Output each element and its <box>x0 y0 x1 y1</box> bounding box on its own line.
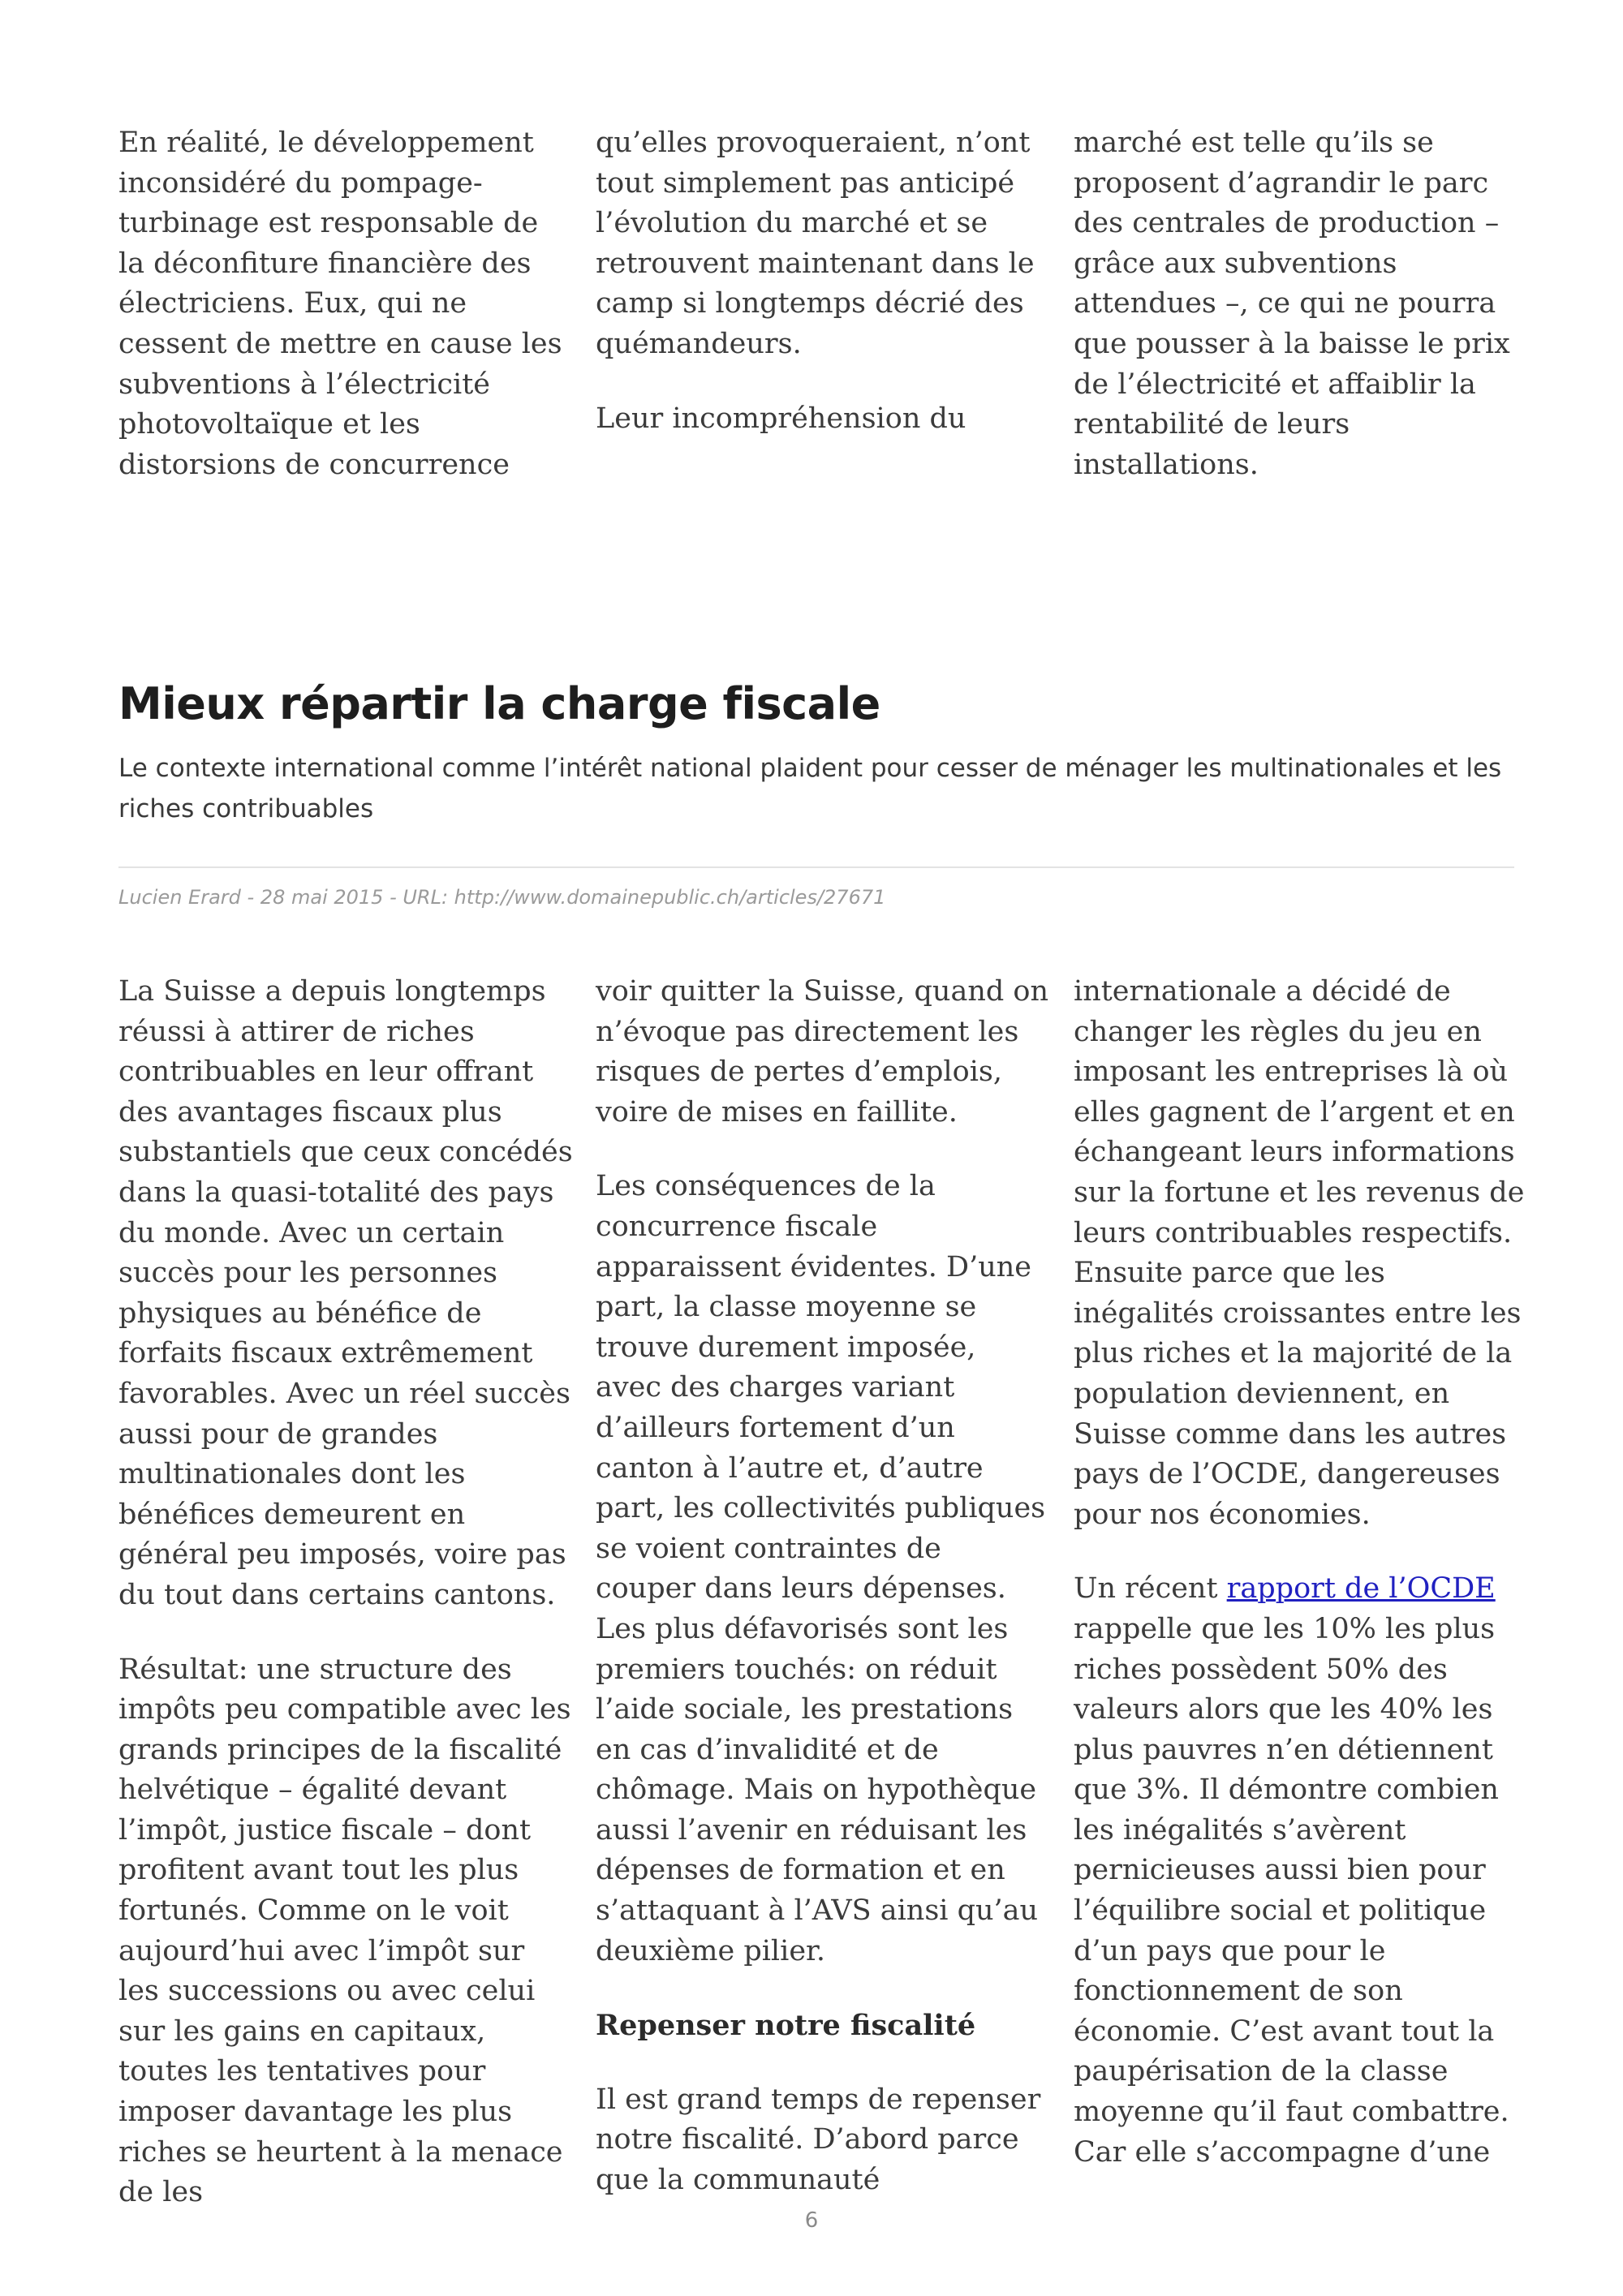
article-column-1 <box>118 972 573 2213</box>
paragraph: Leur incompréhension du <box>596 402 966 435</box>
article-column-3 <box>1074 972 1528 2173</box>
page-number: 6 <box>804 2208 819 2233</box>
prev-article-column-1 <box>118 123 573 485</box>
paragraph <box>1074 1569 1528 2173</box>
text-span: Un récent <box>1074 1572 1227 1606</box>
paragraph: marché est telle qu’ils se proposent d’agrandir le parc des centrales de production – grâce aux subventions attendues –, ce qui ne pourra que pousser à la baisse le prix de l’électricité et affaiblir la rentabilité de leurs installations. <box>1074 127 1510 481</box>
article-subtitle: Le contexte international comme l’intérêt national plaident pour cesser de ménager les multinationales et les riches contribuables <box>118 754 1502 823</box>
article-title: Mieux répartir la charge fiscale <box>118 678 880 729</box>
prev-article-column-2 <box>596 123 1050 439</box>
paragraph: qu’elles provoqueraient, n’ont tout simplement pas anticipé l’évolution du marché et se retrouvent maintenant dans le camp si longtemps décrié des quémandeurs. <box>596 127 1035 360</box>
article-column-2 <box>596 972 1050 2201</box>
text-span: rappelle que les 10% les plus riches possèdent 50% des valeurs alors que les 40% les plus pauvres n’en détiennent que 3%. Il démontre combien les inégalités s’avèrent pernicieuses aussi bien pour l’équilibre social et politique d’un pays que pour le fonctionnement de son économie. C’est avant tout la paupérisation de la classe moyenne qu’il faut combattre. Car elle s’accompagne d’une <box>1074 1612 1509 2169</box>
paragraph: Les conséquences de la concurrence fiscale apparaissent évidentes. D’une part, la classe moyenne se trouve durement imposée, avec des charges variant d’ailleurs fortement d’un canton à l’autre et, d’autre part, les collectivités publiques se voient contraintes de couper dans leurs dépenses. Les plus défavorisés sont les premiers touchés: on réduit l’aide sociale, les prestations en cas d’invalidité et de chômage. Mais on hypothèque aussi l’avenir en réduisant les dépenses de formation et en s’attaquant à l’AVS ainsi qu’au deuxième pilier. <box>596 1170 1046 1967</box>
divider <box>118 866 1514 868</box>
prev-article-column-3 <box>1074 123 1528 485</box>
paragraph: En réalité, le développement inconsidéré du pompage-turbinage est responsable de la déconfiture financière des électriciens. Eux, qui ne cessent de mettre en cause les subventions à l’électricité photovoltaïque et les distorsions de concurrence <box>118 127 562 481</box>
section-heading: Repenser notre fiscalité <box>596 2009 976 2043</box>
paragraph: Résultat: une structure des impôts peu compatible avec les grands principes de la fiscalité helvétique – égalité devant l’impôt, justice fiscale – dont profitent avant tout les plus fortunés. Comme on le voit aujourd’hui avec l’impôt sur les successions ou avec celui sur les gains en capitaux, toutes les tentatives pour imposer davantage les plus riches se heurtent à la menace de les <box>118 1653 571 2209</box>
paragraph: voir quitter la Suisse, quand on n’évoque pas directement les risques de pertes d’emplois, voire de mises en faillite. <box>596 975 1049 1129</box>
paragraph: internationale a décidé de changer les règles du jeu en imposant les entreprises là où elles gagnent de l’argent et en échangeant leurs informations sur la fortune et les revenus de leurs contribuables respectifs. Ensuite parce que les inégalités croissantes entre les plus riches et la majorité de la population deviennent, en Suisse comme dans les autres pays de l’OCDE, dangereuses pour nos économies. <box>1074 975 1525 1531</box>
oecd-report-link[interactable]: rapport de l’OCDE <box>1226 1572 1496 1606</box>
article-byline: Lucien Erard - 28 mai 2015 - URL: http://www.domainepublic.ch/articles/27671 <box>118 886 886 909</box>
paragraph: La Suisse a depuis longtemps réussi à attirer de riches contribuables en leur offrant des avantages fiscaux plus substantiels que ceux concédés dans la quasi-totalité des pays du monde. Avec un certain succès pour les personnes physiques au bénéfice de forfaits fiscaux extrêmement favorables. Avec un réel succès aussi pour de grandes multinationales dont les bénéfices demeurent en général peu imposés, voire pas du tout dans certains cantons. <box>118 975 573 1611</box>
paragraph: Il est grand temps de repenser notre fiscalité. D’abord parce que la communauté <box>596 2083 1041 2197</box>
